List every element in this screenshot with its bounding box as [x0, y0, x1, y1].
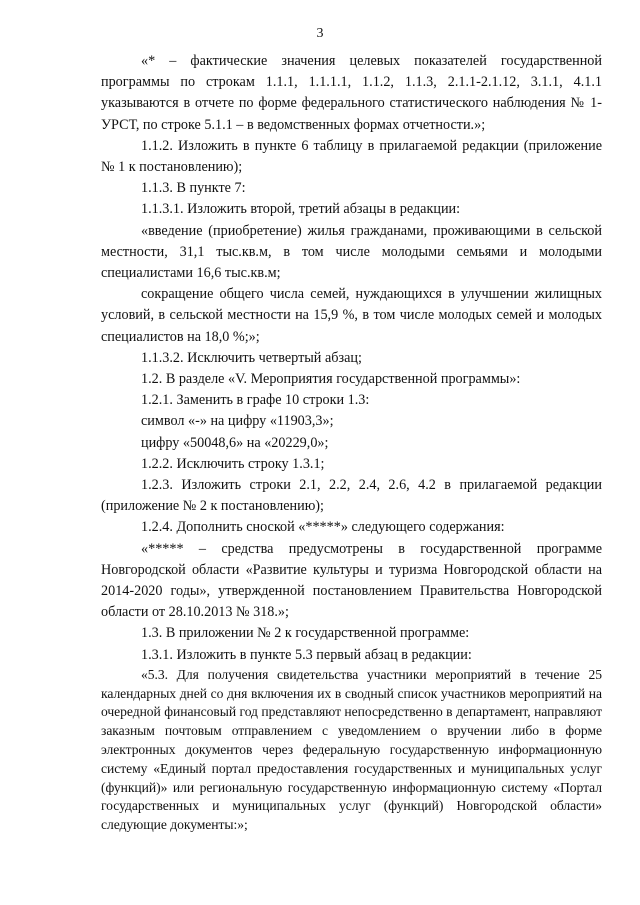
paragraph-1-1-3-2: 1.1.3.2. Исключить четвертый абзац;: [141, 349, 362, 366]
paragraph-1-1-2: 1.1.2. Изложить в пункте 6 таблицу в прилагаемой редакции (приложение № 1 к постановлению);: [101, 137, 602, 176]
paragraph-1-3-1: 1.3.1. Изложить в пункте 5.3 первый абзац в редакции:: [141, 646, 472, 663]
paragraph-1-2-1: 1.2.1. Заменить в графе 10 строки 1.3:: [141, 392, 370, 409]
paragraph-1-3: 1.3. В приложении № 2 к государственной программе:: [141, 625, 470, 642]
paragraph-1-2-2: 1.2.2. Исключить строку 1.3.1;: [141, 455, 325, 472]
paragraph-footnote-five-stars: «***** – средства предусмотрены в государственной программе Новгородской области «Развитие культуры и туризма Новгородской области на 2014-2020 годы», утвержденной постановлением Правительства Новгородской области от 28.10.2013 № 318.»;: [101, 540, 602, 621]
paragraph-1-2-4: 1.2.4. Дополнить сноской «*****» следующего содержания:: [141, 519, 505, 536]
paragraph-1-2-3: 1.2.3. Изложить строки 2.1, 2.2, 2.4, 2.6, 4.2 в прилагаемой редакции (приложение № 2 к постановлению);: [101, 477, 602, 515]
paragraph-housing-intro: «введение (приобретение) жилья гражданами, проживающими в сельской местности, 31,1 тыс.кв.м, в том числе молодыми семьями и молодыми специалистами 16,6 тыс.кв.м;: [101, 222, 602, 282]
document-body: [101, 51, 602, 835]
paragraph-1-1-3: 1.1.3. В пункте 7:: [141, 180, 246, 197]
paragraph-symbol-replace: символ «-» на цифру «11903,3»;: [141, 413, 334, 430]
paragraph-footnote-star: «* – фактические значения целевых показателей государственной программы по строкам 1.1.1, 1.1.1.1, 1.1.2, 1.1.3, 2.1.1-2.1.12, 3.1.1, 4.1.1 указываются в отчете по форме федерального статистического наблюдения № 1-УРСТ, по строке 5.1.1 – в ведомственных формах отчетности.»;: [101, 53, 602, 133]
paragraph-families-reduction: сокращение общего числа семей, нуждающихся в улучшении жилищных условий, в сельской местности на 15,9 %, в том числе молодых семей и молодых специалистов на 18,0 %;»;: [101, 286, 602, 345]
paragraph-number-replace: цифру «50048,6» на «20229,0»;: [141, 434, 329, 451]
paragraph-1-2: 1.2. В разделе «V. Мероприятия государственной программы»:: [141, 371, 521, 388]
paragraph-1-1-3-1: 1.1.3.1. Изложить второй, третий абзацы в редакции:: [141, 201, 461, 218]
paragraph-5-3: «5.3. Для получения свидетельства участники мероприятий в течение 25 календарных дней со дня включения их в сводный список участников мероприятий на очередной финансовый год представляют непосредственно в департамент, направляют заказным почтовым отправлением с уведомлением о вручении либо в форме электронных документов через федеральную государственную информационную систему «Единый портал предоставления государственных и муниципальных услуг (функций)» или региональную государственную информационную систему «Портал государственных и муниципальных услуг (функций) Новгородской области» следующие документы:»;: [101, 666, 602, 833]
page-number: 3: [316, 26, 324, 41]
